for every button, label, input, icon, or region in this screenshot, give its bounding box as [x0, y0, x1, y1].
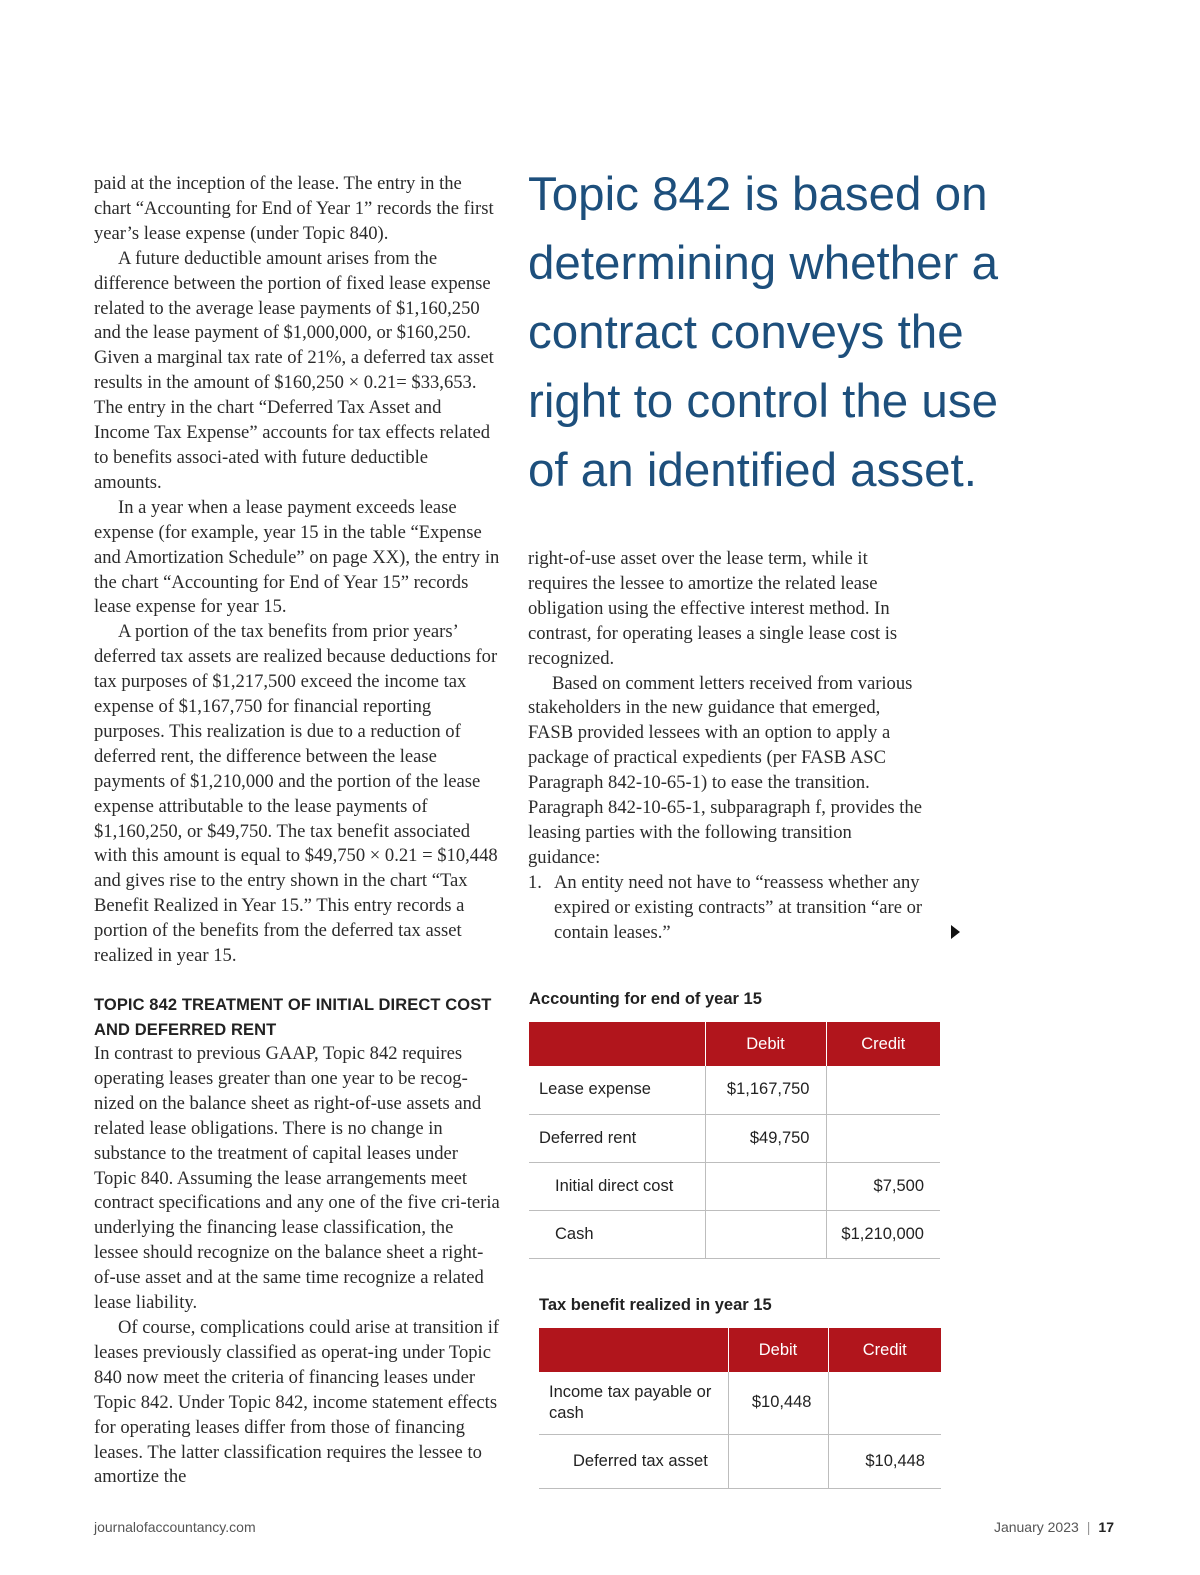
header-account [529, 1022, 705, 1066]
footer-website: journalofaccountancy.com [94, 1519, 256, 1535]
account-cell: Deferred tax asset [539, 1434, 728, 1488]
section-heading: TOPIC 842 TREATMENT OF INITIAL DIRECT COST AND DEFERRED RENT [94, 996, 492, 1039]
account-cell: Cash [529, 1210, 705, 1258]
header-credit: Credit [828, 1328, 941, 1372]
right-paragraph-2: Based on comment letters received from various stakeholders in the new guidance that emerged, FASB provided lessees with an option to apply a package of practical expedients (per FASB ASC Paragraph 842-10-65-1) to ease the transition. Paragraph 842-10-65-1, subparagraph f, provides the leasing parties with the following transition guidance: [528, 672, 922, 868]
account-cell: Initial direct cost [529, 1162, 705, 1210]
list-item [528, 871, 928, 946]
table1-title: Accounting for end of year 15 [529, 990, 762, 1008]
table-row [529, 1114, 940, 1162]
header-debit: Debit [728, 1328, 828, 1372]
right-paragraph-1: right-of-use asset over the lease term, while it requires the lessee to amortize the related lease obligation using the effective interest method. In contrast, for operating leases a single lease cost is recognized. [528, 548, 898, 669]
pull-quote: Topic 842 is based on determining whether a contract conveys the right to control the use of an identified asset. [528, 168, 998, 497]
header-credit: Credit [826, 1022, 940, 1066]
table-row [529, 1066, 940, 1114]
footer-separator: | [1086, 1519, 1091, 1535]
account-cell: Income tax payable or cash [539, 1372, 728, 1434]
debit-cell [705, 1162, 826, 1210]
table-row [539, 1372, 941, 1434]
table-header-row [539, 1328, 941, 1372]
header-account [539, 1328, 728, 1372]
credit-cell: $10,448 [828, 1434, 941, 1488]
continue-arrow-icon [951, 925, 960, 939]
left-column [94, 172, 500, 1490]
left-paragraph-1: paid at the inception of the lease. The entry in the chart “Accounting for End of Year 1” records the first year’s lease expense (under Topic 840). [94, 173, 494, 244]
left-paragraph-2: A future deductible amount arises from the difference between the portion of fixed lease expense related to the average lease payments of $1,160,250 and the lease payment of $1,000,000, or $160,250. Given a marginal tax rate of 21%, a deferred tax asset results in the amount of $160,250 × 0.21= $33,653. The entry in the chart “Deferred Tax Asset and Income Tax Expense” accounts for tax effects related to benefits associ-ated with future deductible amounts. [94, 247, 494, 493]
credit-cell: $7,500 [826, 1162, 940, 1210]
footer-date: January 2023 [993, 1519, 1079, 1535]
footer-page-info [994, 1519, 1114, 1535]
credit-cell [828, 1372, 941, 1434]
account-cell: Deferred rent [529, 1114, 705, 1162]
list-text: An entity need not have to “reassess whether any expired or existing contracts” at transition “are or contain leases.” [554, 871, 923, 943]
credit-cell [826, 1114, 940, 1162]
table-row [539, 1434, 941, 1488]
left-paragraph-4: A portion of the tax benefits from prior years’ deferred tax assets are realized because deductions for tax purposes of $1,217,500 exceed the income tax expense of $1,167,750 for financial reporting purposes. This realization is due to a reduction of deferred rent, the difference between the lease payments of $1,210,000 and the portion of the lease expense attributable to the lease payments of $1,160,250, or $49,750. The tax benefit associated with this amount is equal to $49,750 × 0.21 = $10,448 and gives rise to the entry shown in the chart “Tax Benefit Realized in Year 15.” This entry records a portion of the benefits from the deferred tax asset realized in year 15. [94, 621, 498, 967]
credit-cell: $1,210,000 [826, 1210, 940, 1258]
debit-cell: $1,167,750 [705, 1066, 826, 1114]
page-number: 17 [1098, 1519, 1114, 1535]
table-header-row [529, 1022, 940, 1066]
table2-title: Tax benefit realized in year 15 [539, 1296, 772, 1314]
table-accounting-year-15 [529, 1022, 940, 1259]
header-debit: Debit [705, 1022, 826, 1066]
debit-cell: $49,750 [705, 1114, 826, 1162]
debit-cell [728, 1434, 828, 1488]
table-row [529, 1162, 940, 1210]
credit-cell [826, 1066, 940, 1114]
table-row [529, 1210, 940, 1258]
debit-cell [705, 1210, 826, 1258]
left-paragraph-5: In contrast to previous GAAP, Topic 842 requires operating leases greater than one year to be recog-nized on the balance sheet as right-of-use assets and related lease obligations. There is no change in substance to the treatment of capital leases under Topic 840. Assuming the lease arrangements meet contract specifications and any one of the five cri-teria underlying the financing lease classification, the lessee should recognize on the balance sheet a right-of-use asset and at the same time recognize a related lease liability. [94, 1043, 500, 1314]
list-number: 1. [528, 871, 542, 893]
right-column [528, 547, 928, 946]
account-cell: Lease expense [529, 1066, 705, 1114]
left-paragraph-3: In a year when a lease payment exceeds lease expense (for example, year 15 in the table “Expense and Amortization Schedule” on page XX), the entry in the chart “Accounting for End of Year 15” records lease expense for year 15. [94, 496, 500, 618]
left-paragraph-6: Of course, complications could arise at transition if leases previously classified as operat-ing under Topic 840 now meet the criteria of financing leases under Topic 842. Under Topic 842, income statement effects for operating leases differ from those of financing leases. The latter classification requires the lessee to amortize the [94, 1316, 500, 1488]
debit-cell: $10,448 [728, 1372, 828, 1434]
table-tax-benefit-year-15 [539, 1328, 941, 1489]
